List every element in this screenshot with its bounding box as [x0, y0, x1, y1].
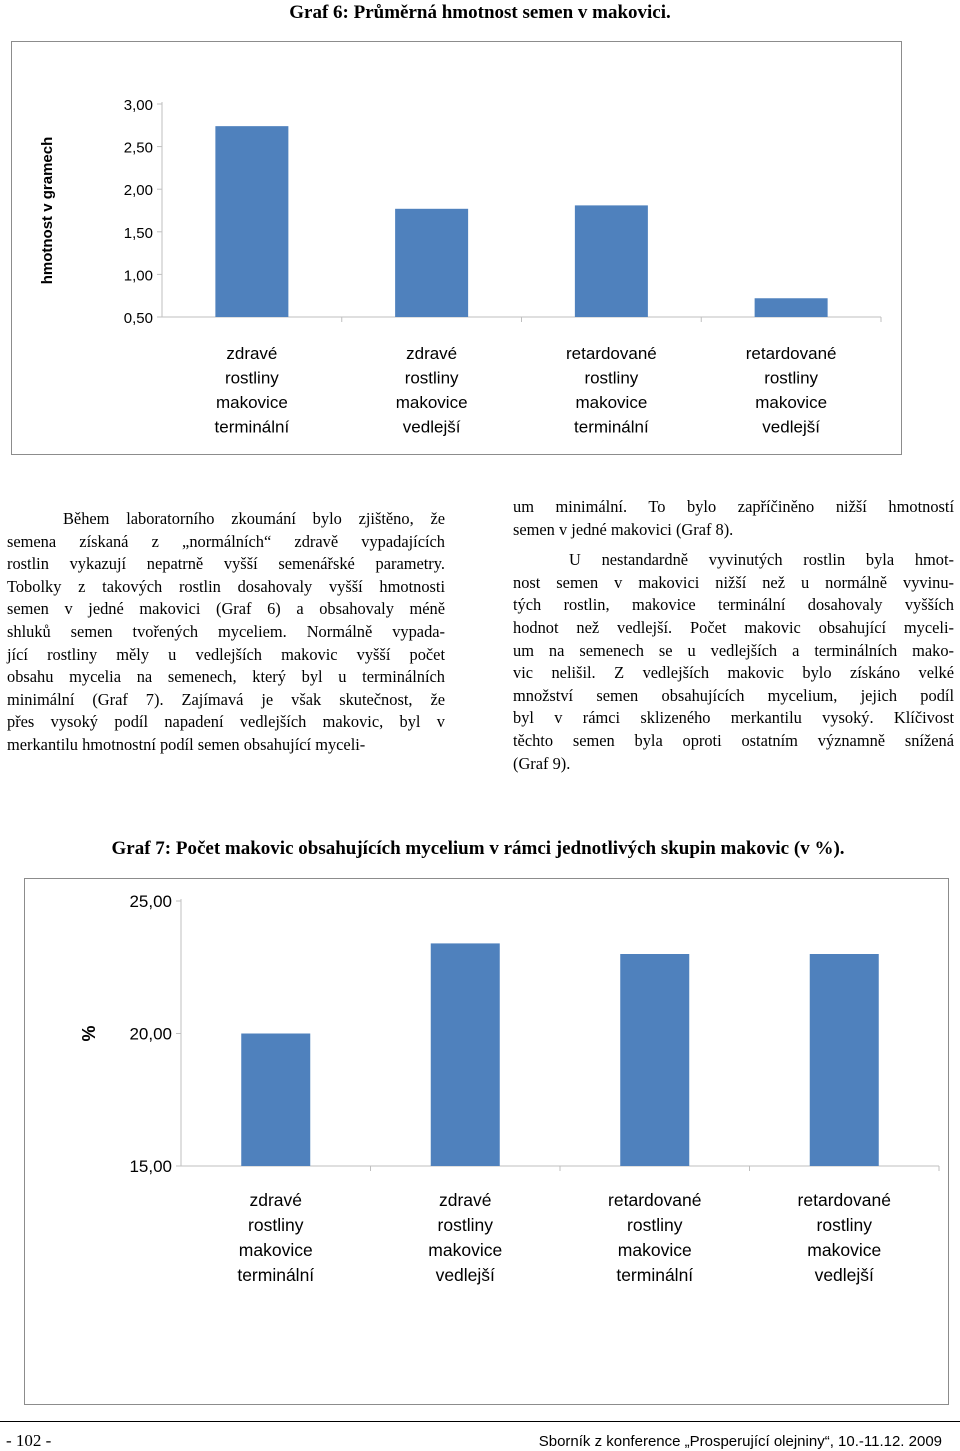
x-category-label: vedlejší: [814, 1265, 874, 1285]
x-category-label: rostliny: [816, 1215, 872, 1235]
x-category-label: makovice: [395, 393, 468, 412]
y-tick-label: 3,00: [123, 97, 153, 114]
x-category-label: makovice: [617, 1240, 692, 1260]
x-category-label: makovice: [215, 393, 288, 412]
text-line: semena získaná z „normálních“ zdravě vypadajících: [7, 531, 445, 551]
x-category-label: rostliny: [627, 1215, 683, 1235]
x-category-label: terminální: [214, 417, 290, 437]
x-category-label: zdravé: [438, 1190, 492, 1210]
chart6-plot: [12, 42, 901, 454]
bar: [241, 1034, 310, 1167]
text-line: byl v rámci sklizeného merkantilu vysoký. Klíčivost: [513, 708, 954, 728]
x-category-label: rostliny: [764, 368, 819, 388]
text-line: obsahu mycelia na semenech, který byl u terminálních: [7, 667, 445, 687]
y-tick-label: 1,50: [123, 224, 153, 242]
x-category-label: vedlejší: [762, 417, 820, 437]
x-category-label: rostliny: [584, 368, 639, 388]
chart6-frame: [11, 41, 902, 455]
x-category-label: retardované: [608, 1190, 702, 1210]
bar: [215, 126, 288, 317]
bar: [620, 954, 689, 1166]
y-tick-label: 25,00: [129, 892, 172, 911]
chart7-title: Graf 7: Počet makovic obsahujících mycelium v rámci jednotlivých skupin makovic (v %).: [111, 838, 845, 859]
text-line: jící rostliny měly u vedlejších makovic vyšší počet: [7, 644, 445, 664]
text-line: merkantilu hmotnostní podíl semen obsahující myceli-: [7, 734, 366, 754]
x-category-label: rostliny: [224, 368, 279, 388]
text-line: um minimální. To bylo zapříčiněno nižší hmotností: [513, 497, 954, 516]
text-line: semen v jedné makovici (Graf 6) a obsahovaly méně: [7, 599, 445, 619]
bar: [395, 209, 468, 317]
text-line: nost semen v makovici nižší než u normálně vyvinu-: [513, 572, 954, 592]
text-line: um na semenech se u vedlejších a terminálních mako-: [513, 640, 954, 660]
text-line: semen v jedné makovici (Graf 8).: [513, 519, 734, 539]
x-category-label: rostliny: [404, 368, 459, 388]
text-line: shluků semen tvořených myceliem. Normálně vypada-: [7, 621, 445, 641]
x-category-label: rostliny: [437, 1215, 493, 1235]
x-category-label: makovice: [238, 1240, 313, 1260]
text-line: Během laboratorního zkoumání bylo zjištěno, že: [63, 509, 445, 528]
bar: [431, 943, 500, 1166]
x-category-label: vedlejší: [402, 417, 461, 437]
x-category-label: terminální: [616, 1265, 694, 1285]
text-line: rostlin vykazují nepatrně vyšší semenářské parametry.: [7, 554, 445, 574]
text-column-right: [513, 496, 954, 775]
x-category-label: retardované: [745, 344, 837, 363]
x-category-label: makovice: [575, 393, 648, 412]
y-tick-label: 2,00: [123, 182, 153, 200]
text-line: (Graf 9).: [513, 753, 571, 773]
x-category-label: makovice: [755, 393, 828, 412]
bar: [755, 298, 828, 317]
text-line: U nestandardně vyvinutých rostlin byla hmot-: [569, 550, 954, 570]
bar: [575, 205, 648, 317]
x-category-label: zdravé: [249, 1190, 303, 1210]
x-category-label: terminální: [574, 417, 649, 437]
text-line: hodnot než vedlejší. Počet makovic obsahující myceli-: [513, 617, 954, 637]
page-number: - 102 -: [6, 1431, 52, 1450]
text-line: vic nelišil. Z vedlejších makovic bylo získáno velké: [513, 663, 954, 683]
y-tick-label: 15,00: [129, 1157, 172, 1176]
chart7-plot: [25, 879, 948, 1404]
text-line: množství semen obsahujících mycelium, jejich podíl: [513, 685, 954, 705]
y-tick-label: 0,50: [123, 310, 153, 327]
y-axis-label: hmotnost v gramech: [39, 136, 56, 285]
y-tick-label: 2,50: [123, 139, 153, 157]
x-category-label: makovice: [428, 1240, 503, 1260]
text-line: Tobolky z takových rostlin dosahovaly vyšší hmotnosti: [7, 576, 445, 596]
x-category-label: terminální: [237, 1265, 315, 1285]
x-category-label: rostliny: [248, 1215, 304, 1235]
x-category-label: retardované: [797, 1190, 891, 1210]
x-category-label: zdravé: [406, 344, 458, 363]
x-category-label: makovice: [807, 1240, 882, 1260]
y-tick-label: 20,00: [129, 1024, 172, 1044]
chart7-frame: [24, 878, 949, 1405]
x-category-label: zdravé: [226, 344, 278, 363]
text-line: tých rostlin, makovice terminální dosahovaly vyšších: [513, 595, 954, 615]
x-category-label: retardované: [566, 344, 657, 363]
x-category-label: vedlejší: [435, 1265, 495, 1285]
text-line: přes vysoký podíl napadení vedlejších makovic, byl v: [7, 712, 445, 732]
chart6-title: Graf 6: Průměrná hmotnost semen v makovici.: [289, 2, 671, 23]
footer-rule: [0, 1421, 960, 1422]
y-tick-label: 1,00: [123, 267, 153, 285]
footer-source: Sborník z konference „Prosperující olejniny“, 10.-11.12. 2009: [538, 1433, 942, 1450]
text-column-left: [7, 508, 445, 757]
y-axis-label: %: [79, 1025, 99, 1042]
text-line: minimální (Graf 7). Zajímavá je však skutečnost, že: [7, 689, 445, 709]
bar: [810, 954, 879, 1166]
text-line: těchto semen byla oproti ostatním významně snížená: [513, 730, 954, 750]
